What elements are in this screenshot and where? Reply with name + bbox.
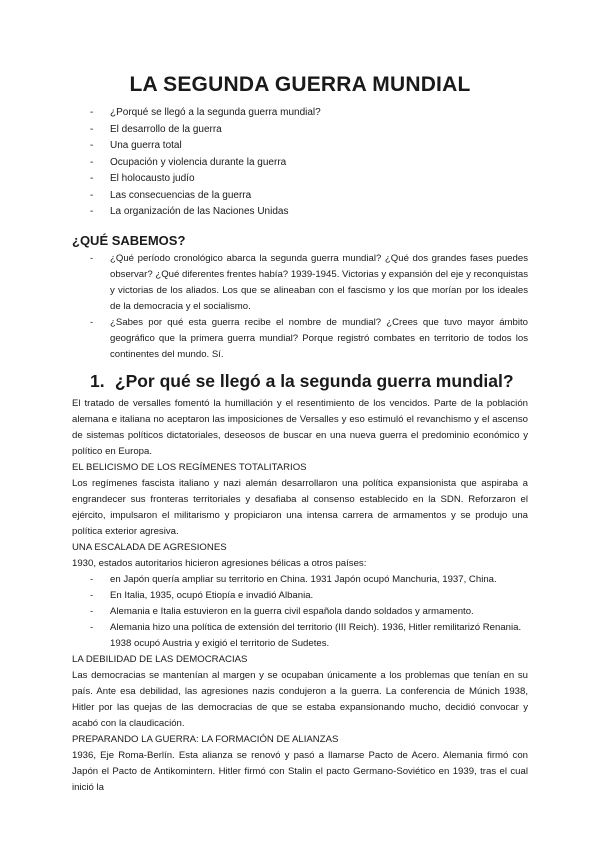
alianzas-paragraph: 1936, Eje Roma-Berlín. Esta alianza se renovó y pasó a llamarse Pacto de Acero. Alemania firmó con Japón el Pacto de Antikomintern. Hitler firmó con Stalin el pacto Germano-Soviético en 1939, tras el cual inició la xyxy=(72,750,528,793)
agresiones-list xyxy=(90,572,528,652)
toc-item: - Una guerra total xyxy=(90,140,182,151)
toc-item: - ¿Porqué se llegó a la segunda guerra mundial? xyxy=(90,107,321,118)
intro-paragraph: El tratado de versalles fomentó la humillación y el resentimiento de los vencidos. Parte de la población alemana e italiana no aceptaron las imposiciones de Versalles y eso estimuló el revanchismo y el ascenso de sistemas políticos dictatoriales, deseosos de buscar en una nueva guerra el predominio económico y político en Europa. xyxy=(72,398,528,457)
agresiones-intro: 1930, estados autoritarios hicieron agresiones bélicas a otros países: xyxy=(72,558,367,569)
agresion-item: - En Italia, 1935, ocupó Etiopía e invadió Albania. xyxy=(90,590,314,601)
question-item: - ¿Qué período cronológico abarca la segunda guerra mundial? ¿Qué dos grandes fases puedes observar? ¿Qué diferentes frentes había? 1939-1945. Victorias y expansión del eje y reconquistas y victorias de los aliados. Los que se alineaban con el fascismo y los que morían por los ideales de la democracia y el socialismo. xyxy=(90,253,528,312)
section-number: 1. xyxy=(90,371,105,391)
section-1-body xyxy=(72,396,528,796)
question-item: - ¿Sabes por qué esta guerra recibe el nombre de mundial? ¿Crees que tuvo mayor ámbito geográfico que la primera guerra mundial? Porque registró combates en territorio de todos los continentes del mundo. Sí. xyxy=(90,317,528,360)
agresion-item: - Alemania e Italia estuvieron en la guerra civil española dando soldados y armamento. xyxy=(90,606,474,617)
subheading-agresiones: UNA ESCALADA DE AGRESIONES xyxy=(72,542,227,553)
subheading-belicismo: EL BELICISMO DE LOS REGÍMENES TOTALITARIOS xyxy=(72,462,307,473)
toc-item: - El desarrollo de la guerra xyxy=(90,123,222,135)
debilidad-paragraph: Las democracias se mantenían al margen y se ocupaban únicamente a los problemas que tenían en su país. Ante esa debilidad, las agresiones nazis condujeron a la guerra. La conferencia de Múnich 1938, Hitler por las quejas de las democracias de que se estaba expansionando mucho, decidió convocar y acabó con la claudicación. xyxy=(72,670,528,729)
belicismo-paragraph: Los regímenes fascista italiano y nazi alemán desarrollaron una política expansionista que aspiraba a engrandecer sus fronteras territoriales y desafiaba al consenso establecido en la SDN. Reforzaron el ejército, impulsaron el militarismo y propiciaron una intensa carrera de armamentos y se produjo una política exterior agresiva. xyxy=(72,478,528,537)
que-sabemos-heading: ¿QUÉ SABEMOS? xyxy=(72,233,186,248)
toc-item: - El holocausto judío xyxy=(90,173,195,184)
subheading-alianzas: PREPARANDO LA GUERRA: LA FORMACIÓN DE ALIANZAS xyxy=(72,734,339,745)
subheading-debilidad: LA DEBILIDAD DE LAS DEMOCRACIAS xyxy=(72,654,248,665)
toc-item: - Ocupación y violencia durante la guerra xyxy=(90,156,287,168)
agresion-item: - Alemania hizo una política de extensión del territorio (III Reich). 1936, Hitler remilitarizó Renania. 1938 ocupó Austria y exigió el territorio de Sudetes. xyxy=(90,622,522,649)
table-of-contents xyxy=(90,105,321,221)
toc-item: - La organización de las Naciones Unidas xyxy=(90,206,289,217)
que-sabemos-list xyxy=(90,251,528,363)
document-title: LA SEGUNDA GUERRA MUNDIAL xyxy=(129,73,471,96)
section-1-heading: 1. ¿Por qué se llegó a la segunda guerra mundial? xyxy=(90,371,514,391)
agresion-item: - en Japón quería ampliar su territorio en China. 1931 Japón ocupó Manchuria, 1937, China. xyxy=(90,574,497,585)
toc-item: - Las consecuencias de la guerra xyxy=(90,189,252,201)
